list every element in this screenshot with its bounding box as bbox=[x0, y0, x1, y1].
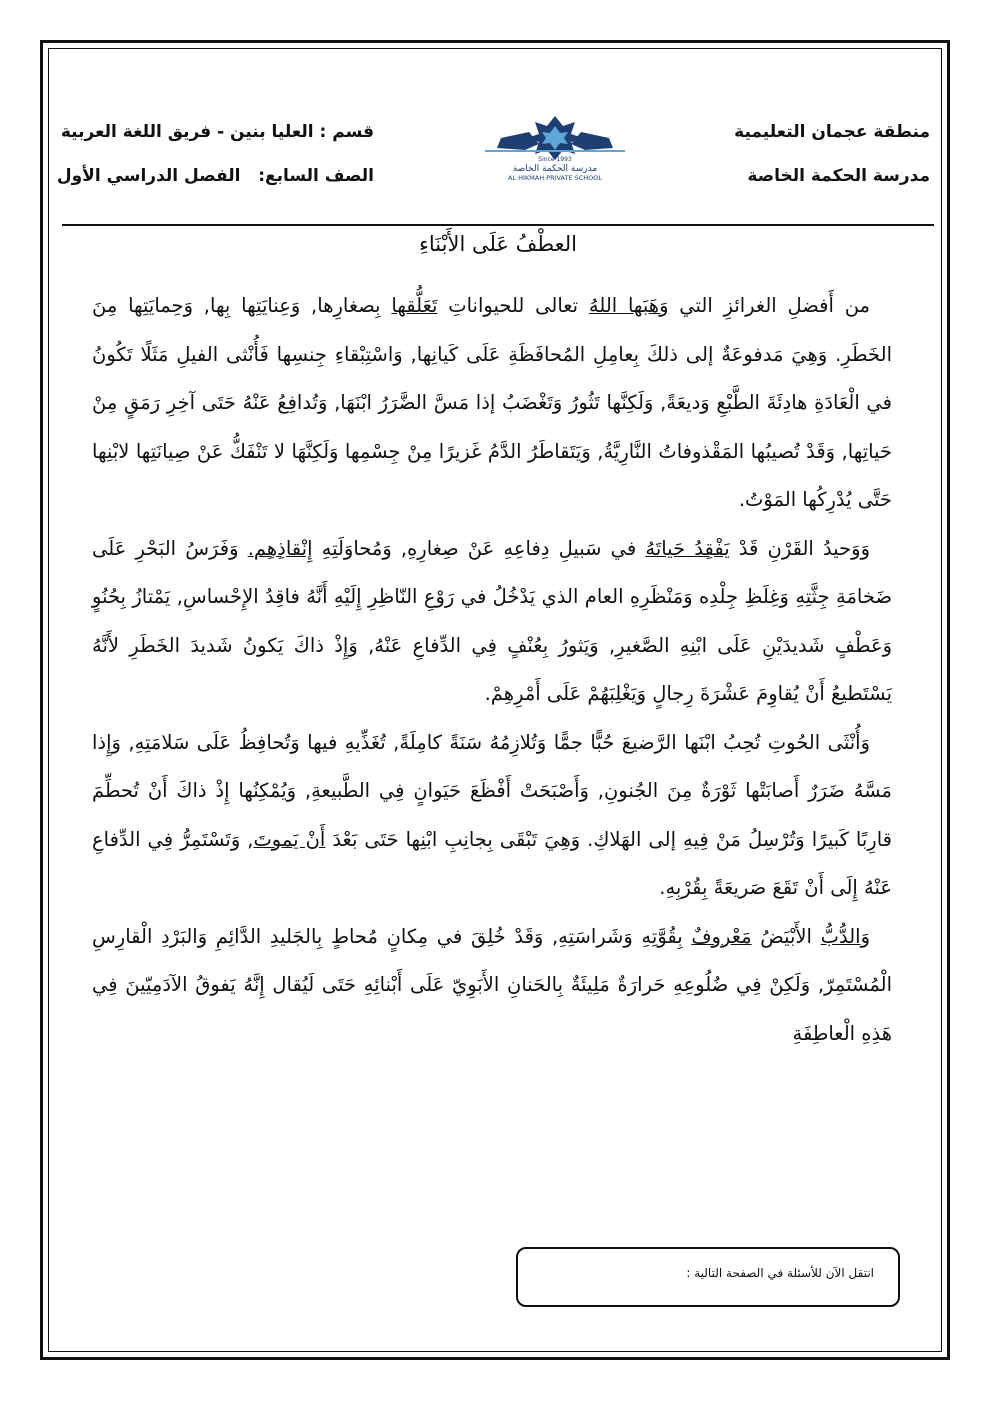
paragraph-elephant bbox=[92, 282, 892, 525]
p1-text-b: تعالى للحيواناتِ bbox=[437, 294, 589, 317]
p2-text-c: وَفَرَسُ البَحْرِ عَلَى ضَخامَةِ جِثَّتِهِ وَغِلَظِ جِلْدِه وَمَنْظَرِهِ العام الذي يَدْخُلُ في رَوْعِ النّاظِرِ إِلَيْهِ أَنَّهُ فاقِدُ الإِحْساسِ, يَمْتازُ بِحُنُوٍ وَعَطْفٍ شَديدَيْنِ عَلَى ابْنِهِ الصَّغيرِ, وَيَثورُ بِعُنْفٍ فِي الدِّفاعِ عَنْهُ, وَإِذْ ذاكَ يَكونُ شَديدَ الخَطَرِ لأَنَّهُ يَسْتَطيعُ أَنْ يُقاوِمَ عَشْرَةَ رِجالٍ وَيَغْلِبَهُمْ عَلَى أَمْرِهِمْ. bbox=[92, 536, 892, 705]
p4-underlined-1: الدُّبُّ bbox=[820, 924, 861, 948]
school-logo-icon bbox=[465, 112, 645, 182]
p2-underlined-2: إِنْقاذِهِم. bbox=[247, 536, 313, 560]
logo-name-ar: مدرسة الحكمة الخاصة bbox=[512, 164, 598, 174]
p1-text-c: بِصغارِها, وَعِنايَتِها بِها, وَحِمايَتِها مِنَ الخَطَرِ. وَهِيَ مَدفوعَةٌ إلى ذلكَ بِعامِلِ المُحافَظَةِ عَلَى كَيانِها, وَاسْتِبْقاءِ جِنسِها فَأُنْثى الفيلِ مَثَلًا تَكُونُ في الْعَادَةِ هادِئَةَ الطَّبْعِ وَديعَةً, وَلَكِنَّها تَثُورُ وَتَغْضَبُ إذا مَسَّ الضَّرَرُ ابْنَهَا, وَتُدافِعُ عَنْهُ حَتَى آخِرِ رَمَقٍ مِنْ حَياتِها, وَقَدْ تُصيبُها المَقْذوفاتُ النَّارِيَّةُ, وَيَتَقاطَرُ الدَّمُ غَزيرًا مِنْ جِسْمِها وَلَكِنَّهَا لا تَنْفَكُّ عَنْ صِيانَتِها لابْنِها حَتَّى يُدْرِكُها المَوْتُ. bbox=[92, 294, 892, 511]
p3-underlined-1: أَنْ يَموتَ bbox=[253, 827, 326, 851]
paragraph-rhino bbox=[92, 525, 892, 719]
passage-body bbox=[92, 282, 892, 1058]
p4-underlined-2: مَعْروفٌ bbox=[691, 924, 752, 948]
passage-title: العطْفُ عَلَى الأَبْنَاءِ bbox=[419, 232, 577, 256]
p2-text-a: وَوَحيدُ القَرْنِ قَدْ bbox=[729, 536, 870, 560]
paragraph-whale bbox=[92, 719, 892, 913]
header-divider bbox=[62, 224, 934, 226]
p3-text-a: وَأُنْثَى الحُوتِ تُحِبُ ابْنَها الرَّضيعَ حُبًّا جمًّا وَتُلازِمُهُ سَنَةً كامِلَةً, تُغَذِّيهِ فيها وَتُحافِظُ عَلَى سَلامَتِهِ, وَإِذا مَسَّهُ ضَرَرٌ أَصابَتْها ثَوْرَةٌ مِنَ الجُنونِ, وَأَصْبَحَتْ أَفْظَعَ حَيَوانٍ فِي الطَّبيعةِ, وَيُمْكِنُها إِذْ ذاكَ أَنْ تُحطِّمَ قارِبًا كَبيرًا وَتُرْسِلُ مَنْ فِيهِ إلى الهَلاكِ. وَهِيَ تَبْقَى بِجانِبِ ابْنِها حَتَى بَعْدَ bbox=[92, 730, 892, 851]
logo-since: Since 1993 bbox=[538, 156, 572, 163]
p3-text-b: , وَتَسْتَمِرُّ فِي الدِّفاعِ عَنْهُ إِلَى أَنْ تَقَعَ صَريعَةً بِقُرْبِهِ. bbox=[92, 827, 892, 899]
next-page-note: انتقل الآن للأسئلة في الصفحة التالية : bbox=[516, 1247, 900, 1307]
header-left-block bbox=[56, 110, 374, 198]
paragraph-polar-bear bbox=[92, 913, 892, 1059]
education-region: منطقة عجمان التعليمية bbox=[734, 122, 930, 142]
class-label: الصف السابع: bbox=[258, 166, 374, 186]
p4-text-a: وَ bbox=[860, 924, 870, 948]
logo-name-en: AL HIKMAH PRIVATE SCHOOL bbox=[507, 174, 603, 182]
p4-text-c: بِقُوَّتِهِ وَشَراسَتِهِ, وَقَدْ خُلِقَ في مِكانٍ مُحاطٍ بِالجَليدِ الدَّائِمِ وَالبَرْدِ الْقارِسِ الْمُسْتَمِرّ, وَلَكِنْ فِي ضُلُوعِهِ حَرارَةٌ مَلِيئَةٌ بِالحَنانِ الأَبَوِيّ عَلَى أَبْنائِهِ حَتَى لَيُقال إِنَّهُ يَفوقُ الآدَمِيّينَ فِي هَذِهِ الْعاطِفَةِ bbox=[92, 924, 892, 1045]
class-semester-line bbox=[56, 154, 374, 198]
p2-underlined-1: يَفْقِدُ حَياتَهُ bbox=[645, 536, 730, 560]
school-name: مدرسة الحكمة الخاصة bbox=[747, 166, 930, 186]
semester-label: الفصل الدراسي الأول bbox=[56, 166, 241, 186]
header-right-block bbox=[734, 110, 930, 198]
p1-underlined-1: وَهَبَها اللهُ bbox=[588, 294, 669, 317]
p1-underlined-2: تَعَلُّقها bbox=[391, 294, 438, 317]
department-label: قسم : العليا بنين - فريق اللغة العربية bbox=[60, 122, 374, 142]
p4-text-b: الأَبْيَضُ bbox=[751, 924, 821, 948]
p2-text-b: في سَبيلِ دِفاعِهِ عَنْ صِغارِهِ, وَمُحاوَلَتِهِ bbox=[312, 536, 646, 560]
p1-text-a: من أَفضلِ الغرائزِ التي bbox=[668, 294, 870, 317]
